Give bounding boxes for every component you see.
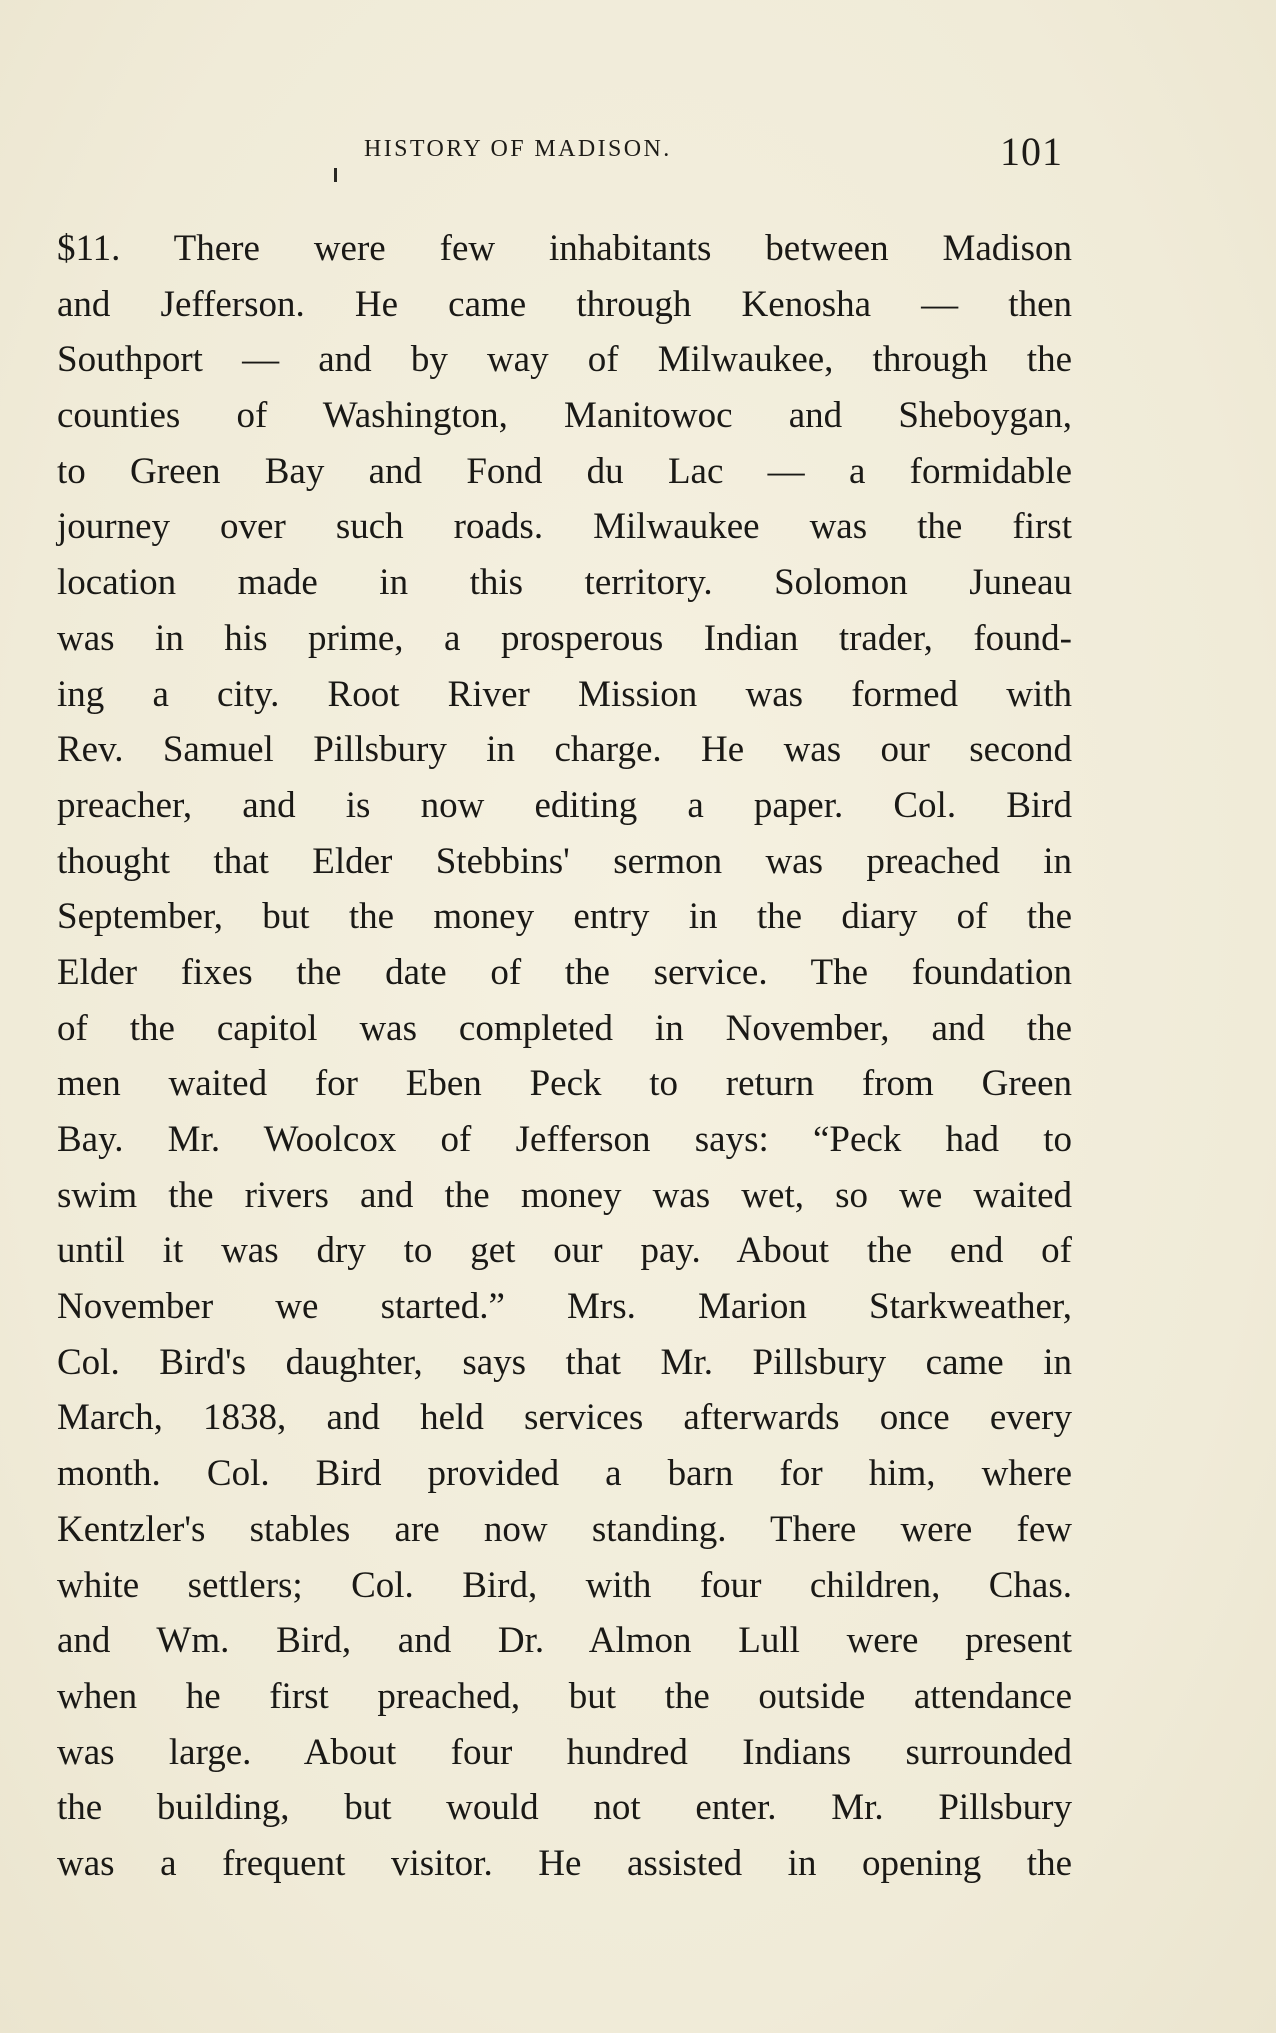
- body-text: [57, 221, 1072, 1892]
- text-line: journey over such roads. Milwaukee was the first: [57, 506, 1072, 548]
- page-header: [0, 128, 1276, 178]
- text-line: when he first preached, but the outside attendance: [57, 1675, 1072, 1717]
- text-line: until it was dry to get our pay. About the end of: [57, 1230, 1072, 1272]
- text-line: and Wm. Bird, and Dr. Almon Lull were present: [57, 1620, 1072, 1662]
- page-number: 101: [1000, 129, 1063, 174]
- text-line: location made in this territory. Solomon Juneau: [57, 562, 1072, 604]
- text-line: swim the rivers and the money was wet, so we waited: [57, 1174, 1072, 1216]
- text-line: month. Col. Bird provided a barn for him, where: [57, 1453, 1072, 1495]
- text-line: counties of Washington, Manitowoc and Sheboygan,: [57, 395, 1072, 437]
- text-line: $11. There were few inhabitants between Madison: [57, 228, 1072, 269]
- text-line: September, but the money entry in the diary of the: [57, 896, 1072, 938]
- text-line: thought that Elder Stebbins' sermon was preached in: [57, 840, 1072, 882]
- text-line: Kentzler's stables are now standing. There were few: [57, 1508, 1072, 1550]
- text-line: of the capitol was completed in November, and the: [57, 1007, 1072, 1049]
- text-line: men waited for Eben Peck to return from Green: [57, 1063, 1072, 1105]
- running-title: HISTORY OF MADISON.: [364, 136, 672, 162]
- text-line: November we started.” Mrs. Marion Starkweather,: [57, 1286, 1072, 1328]
- text-line: Rev. Samuel Pillsbury in charge. He was our second: [57, 729, 1072, 771]
- printer-mark: [334, 168, 337, 182]
- text-line: white settlers; Col. Bird, with four children, Chas.: [57, 1564, 1072, 1606]
- text-line: was large. About four hundred Indians surrounded: [57, 1731, 1072, 1773]
- text-line: and Jefferson. He came through Kenosha — then: [57, 283, 1072, 325]
- text-line: ing a city. Root River Mission was formed with: [57, 673, 1072, 715]
- text-line: to Green Bay and Fond du Lac — a formidable: [57, 450, 1072, 492]
- text-line: the building, but would not enter. Mr. Pillsbury: [57, 1787, 1072, 1829]
- text-line: Col. Bird's daughter, says that Mr. Pillsbury came in: [57, 1341, 1072, 1383]
- text-line: was a frequent visitor. He assisted in opening the: [57, 1842, 1072, 1884]
- text-line: Elder fixes the date of the service. The foundation: [57, 951, 1072, 993]
- text-line: Bay. Mr. Woolcox of Jefferson says: “Peck had to: [57, 1119, 1072, 1160]
- text-line: was in his prime, a prosperous Indian trader, found-: [57, 617, 1072, 659]
- text-line: preacher, and is now editing a paper. Col. Bird: [57, 784, 1072, 826]
- text-line: Southport — and by way of Milwaukee, through the: [57, 339, 1072, 381]
- text-line: March, 1838, and held services afterwards once every: [57, 1397, 1072, 1439]
